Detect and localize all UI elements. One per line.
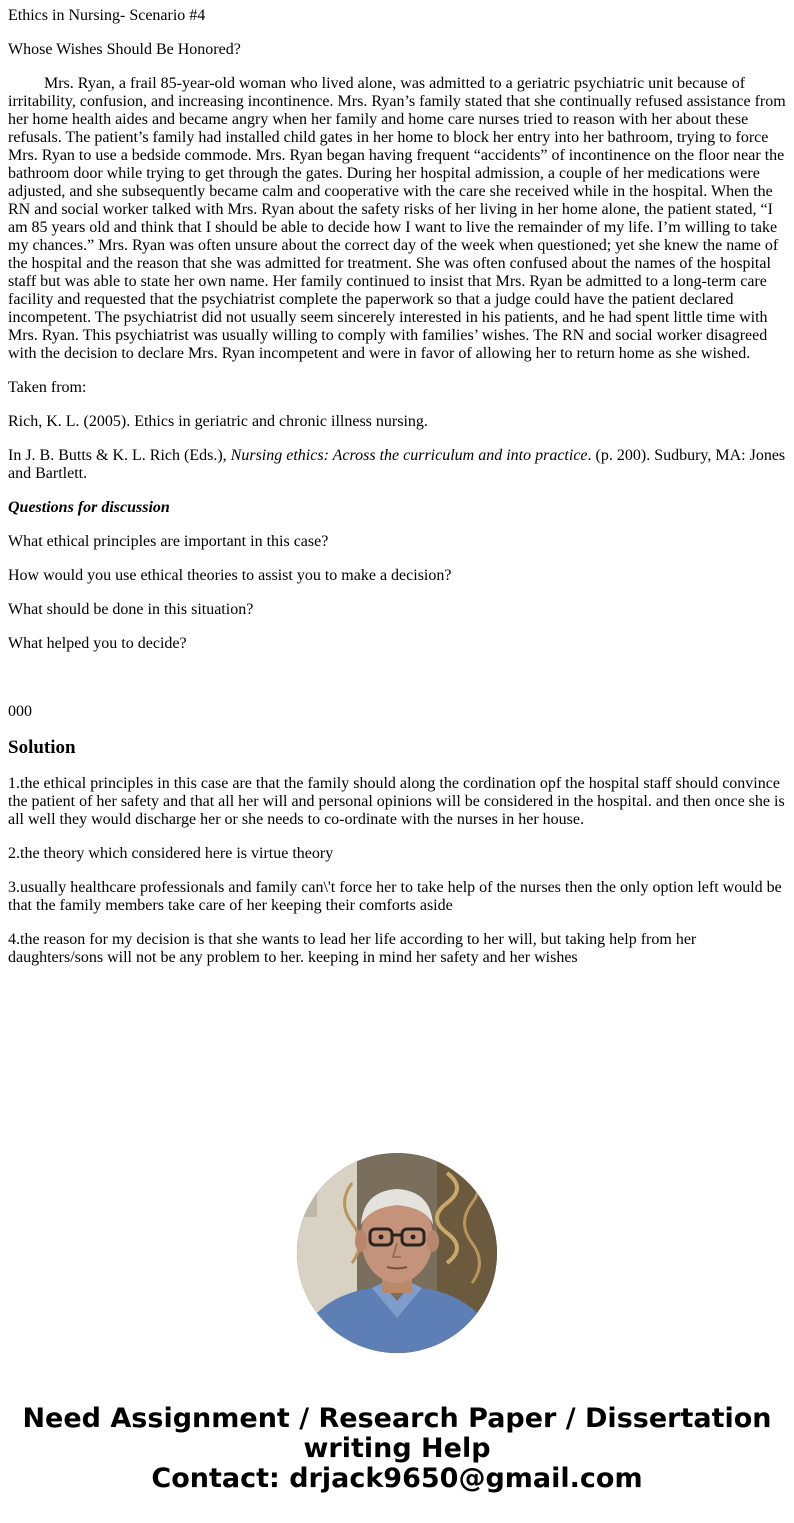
solution-answer: 1.the ethical principles in this case are that the family should along the cordination opf the hospital staff should convince the patient of her safety and that all her will and personal opinions will be considered in the hospital. and then once she is all well they would discharge her or she needs to co-ordinate with the nurses in her house.	[8, 775, 785, 828]
solution-answer: 3.usually healthcare professionals and family can\'t force her to take help of the nurses then the only option left would be that the family members take care of her keeping their comforts aside	[8, 879, 782, 914]
promo-line-1: Need Assignment / Research Paper / Dissertation	[22, 1403, 772, 1434]
promo-contact-line: Contact: drjack9650@gmail.com	[151, 1463, 643, 1494]
promo-line-2: writing Help	[303, 1433, 491, 1464]
blank-spacer	[8, 669, 786, 703]
question-item: What should be done in this situation?	[8, 601, 254, 618]
solution-answer: 4.the reason for my decision is that she wants to lead her life according to her will, but taking help from her daughters/sons will not be any problem to her. keeping in mind her safety and her wishes	[8, 931, 697, 966]
scenario-paragraph: Mrs. Ryan, a frail 85-year-old woman who lived alone, was admitted to a geriatric psychiatric unit because of irritability, confusion, and increasing incontinence. Mrs. Ryan’s family stated that she continually refused assistance from her home health aides and became angry when her family and home care nurses tried to reason with her about these refusals. The patient’s family had installed child gates in her home to block her entry into her bathroom, trying to force Mrs. Ryan to use a bedside commode. Mrs. Ryan began having frequent “accidents” of incontinence on the floor near the bathroom door while trying to get through the gates. During her hospital admission, a couple of her medications were adjusted, and she subsequently became calm and cooperative with the care she received while in the hospital. When the RN and social worker talked with Mrs. Ryan about the safety risks of her living in her home alone, the patient stated, “I am 85 years old and think that I should be able to decide how I want to live the remainder of my life. I’m willing to take my chances.” Mrs. Ryan was often unsure about the correct day of the week when questioned; yet she knew the name of the hospital and the reason that she was admitted for treatment. She was often confused about the names of the hospital staff but was able to state her own name. Her family continued to insist that Mrs. Ryan be admitted to a long-term care facility and requested that the psychiatrist complete the paperwork so that a judge could have the patient declared incompetent. The psychiatrist did not usually seem sincerely interested in his patients, and he had spent little time with Mrs. Ryan. This psychiatrist was usually willing to comply with families’ wishes. The RN and social worker disagreed with the decision to declare Mrs. Ryan incompetent and were in favor of allowing her to return home as she wished.	[8, 75, 786, 362]
promo-banner	[0, 1404, 794, 1494]
question-item: How would you use ethical theories to assist you to make a decision?	[8, 567, 452, 584]
citation-line-1: Rich, K. L. (2005). Ethics in geriatric and chronic illness nursing.	[8, 413, 428, 430]
marker-text: 000	[8, 703, 32, 720]
tutor-portrait-image	[297, 1153, 497, 1353]
document-subtitle: Whose Wishes Should Be Honored?	[8, 41, 241, 58]
document-body	[8, 7, 786, 983]
solution-answer: 2.the theory which considered here is virtue theory	[8, 845, 334, 862]
citation-suffix: . (p. 200). Sudbury, MA: Jones and Bartlett.	[8, 447, 786, 482]
question-item: What ethical principles are important in this case?	[8, 533, 329, 550]
questions-heading: Questions for discussion	[8, 499, 170, 516]
citation-book-title: Nursing ethics: Across the curriculum and into practice	[230, 447, 588, 464]
document-title: Ethics in Nursing- Scenario #4	[8, 7, 206, 24]
question-item: What helped you to decide?	[8, 635, 187, 652]
citation-line-2	[8, 447, 786, 483]
taken-from-label: Taken from:	[8, 379, 87, 396]
solution-heading: Solution	[8, 737, 76, 758]
citation-prefix: In J. B. Butts & K. L. Rich (Eds.),	[8, 447, 231, 464]
tutor-avatar	[297, 1153, 497, 1353]
